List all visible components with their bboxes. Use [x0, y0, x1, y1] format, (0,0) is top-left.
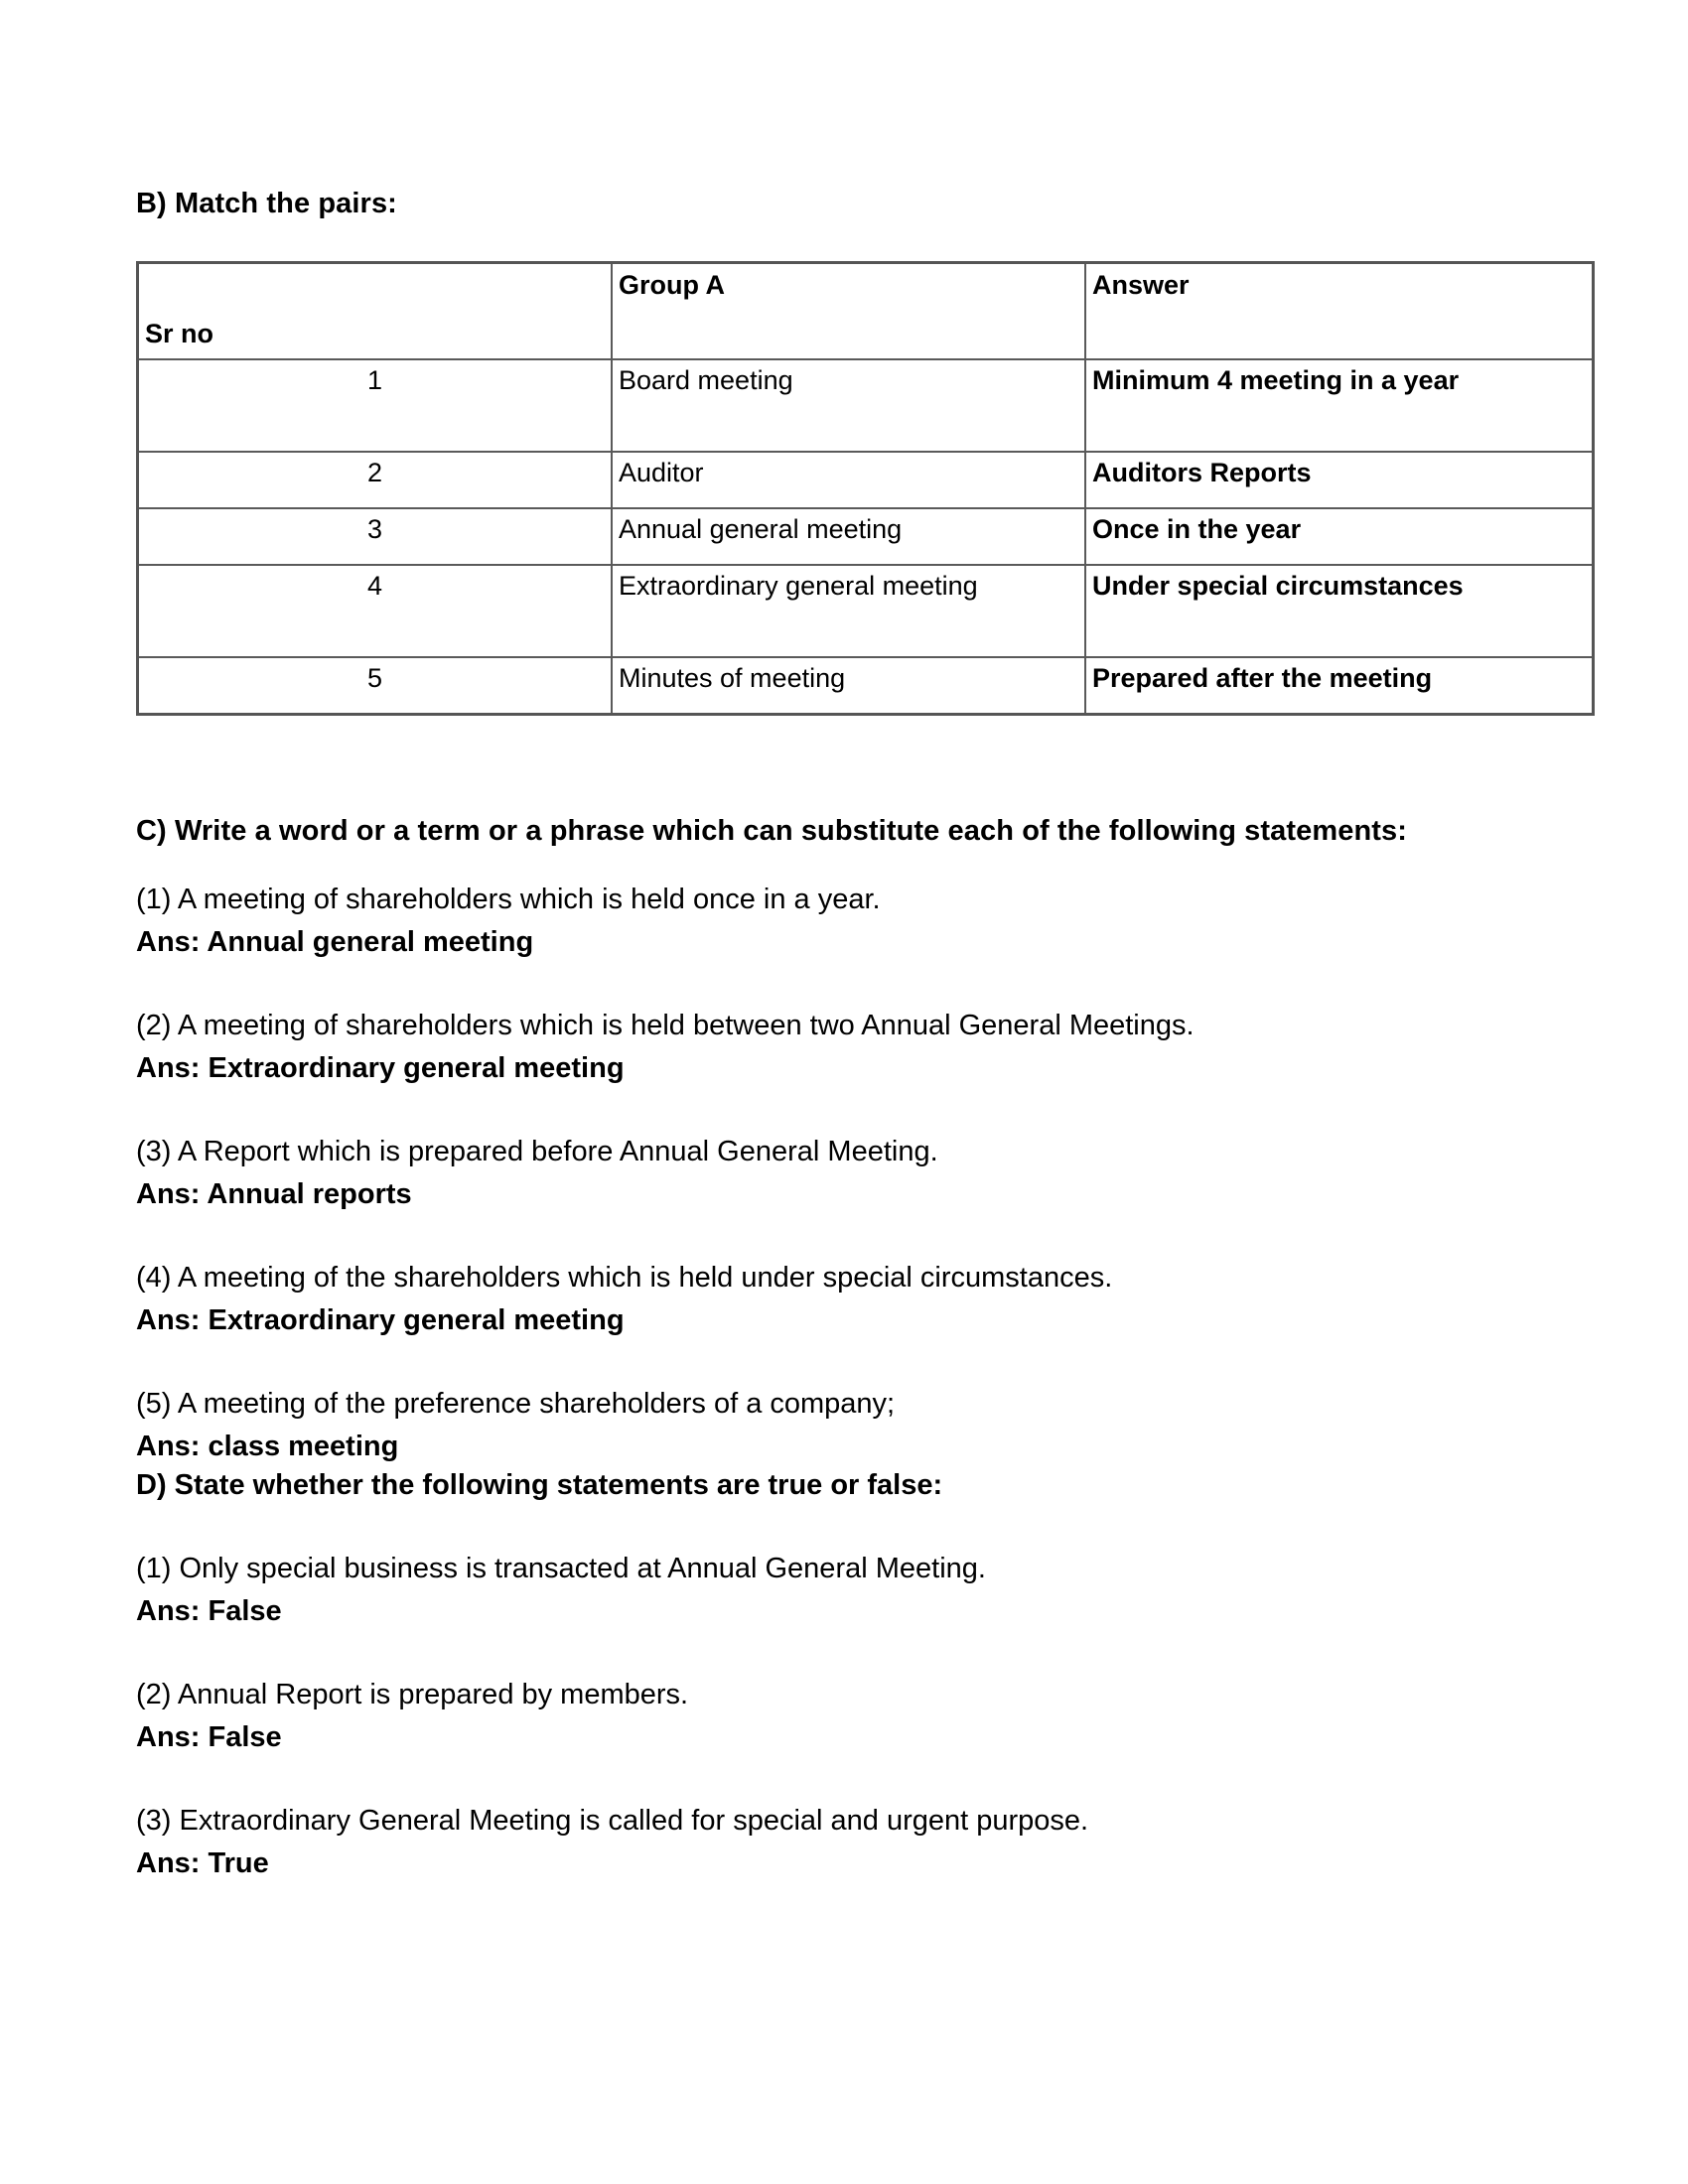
- table-row: [138, 508, 1594, 565]
- answer-text: Ans: Extraordinary general meeting: [136, 1304, 625, 1337]
- section-d: [136, 1466, 1549, 1883]
- cell-sr-no: 3: [138, 508, 613, 565]
- qa-item: [136, 1550, 1549, 1632]
- cell-answer: Under special circumstances: [1085, 565, 1594, 657]
- answer-text: Ans: False: [136, 1595, 282, 1628]
- question-text: (3) Extraordinary General Meeting is called for special and urgent purpose.: [136, 1804, 1089, 1837]
- question-text: (2) A meeting of shareholders which is held between two Annual General Meetings.: [136, 1009, 1195, 1041]
- cell-group-a: Board meeting: [612, 359, 1085, 452]
- qa-item: [136, 1385, 1549, 1467]
- cell-group-a: Extraordinary general meeting: [612, 565, 1085, 657]
- table-row: [138, 359, 1594, 452]
- answer-text: Ans: Annual general meeting: [136, 926, 534, 959]
- qa-item: [136, 1133, 1549, 1215]
- column-header-answer: Answer: [1085, 263, 1594, 360]
- qa-item: [136, 1802, 1549, 1884]
- answer-text: Ans: False: [136, 1721, 282, 1754]
- section-d-items: [136, 1550, 1549, 1884]
- column-header-sr-no: Sr no: [138, 263, 613, 360]
- table-row: [138, 565, 1594, 657]
- section-b-heading: B) Match the pairs:: [136, 188, 397, 219]
- cell-answer: Minimum 4 meeting in a year: [1085, 359, 1594, 452]
- match-the-pairs-table-wrapper: [136, 261, 1549, 716]
- qa-item: [136, 881, 1549, 963]
- question-text: (3) A Report which is prepared before Annual General Meeting.: [136, 1135, 938, 1167]
- table-row: [138, 452, 1594, 508]
- cell-answer: Prepared after the meeting: [1085, 657, 1594, 715]
- question-text: (2) Annual Report is prepared by members.: [136, 1678, 689, 1710]
- cell-sr-no: 1: [138, 359, 613, 452]
- section-c-items: [136, 881, 1549, 1466]
- match-the-pairs-table: [136, 261, 1595, 716]
- qa-item: [136, 1259, 1549, 1341]
- table-header-row: [138, 263, 1594, 360]
- column-header-group-a: Group A: [612, 263, 1085, 360]
- qa-item: [136, 1676, 1549, 1758]
- answer-text: Ans: Extraordinary general meeting: [136, 1052, 625, 1085]
- cell-sr-no: 5: [138, 657, 613, 715]
- cell-answer: Once in the year: [1085, 508, 1594, 565]
- cell-group-a: Auditor: [612, 452, 1085, 508]
- cell-group-a: Annual general meeting: [612, 508, 1085, 565]
- answer-text: Ans: True: [136, 1847, 269, 1880]
- question-text: (4) A meeting of the shareholders which is held under special circumstances.: [136, 1261, 1113, 1294]
- cell-sr-no: 2: [138, 452, 613, 508]
- cell-answer: Auditors Reports: [1085, 452, 1594, 508]
- question-text: (5) A meeting of the preference shareholders of a company;: [136, 1387, 896, 1420]
- answer-text: Ans: class meeting: [136, 1430, 399, 1462]
- cell-group-a: Minutes of meeting: [612, 657, 1085, 715]
- question-text: (1) A meeting of shareholders which is held once in a year.: [136, 884, 881, 916]
- cell-sr-no: 4: [138, 565, 613, 657]
- table-row: [138, 657, 1594, 715]
- qa-item: [136, 1007, 1549, 1089]
- answer-text: Ans: Annual reports: [136, 1178, 412, 1211]
- section-d-heading: D) State whether the following statements are true or false:: [136, 1469, 943, 1502]
- section-c: [136, 811, 1549, 1466]
- question-text: (1) Only special business is transacted at Annual General Meeting.: [136, 1552, 986, 1584]
- section-c-heading: C) Write a word or a term or a phrase which can substitute each of the following statements:: [136, 815, 1408, 848]
